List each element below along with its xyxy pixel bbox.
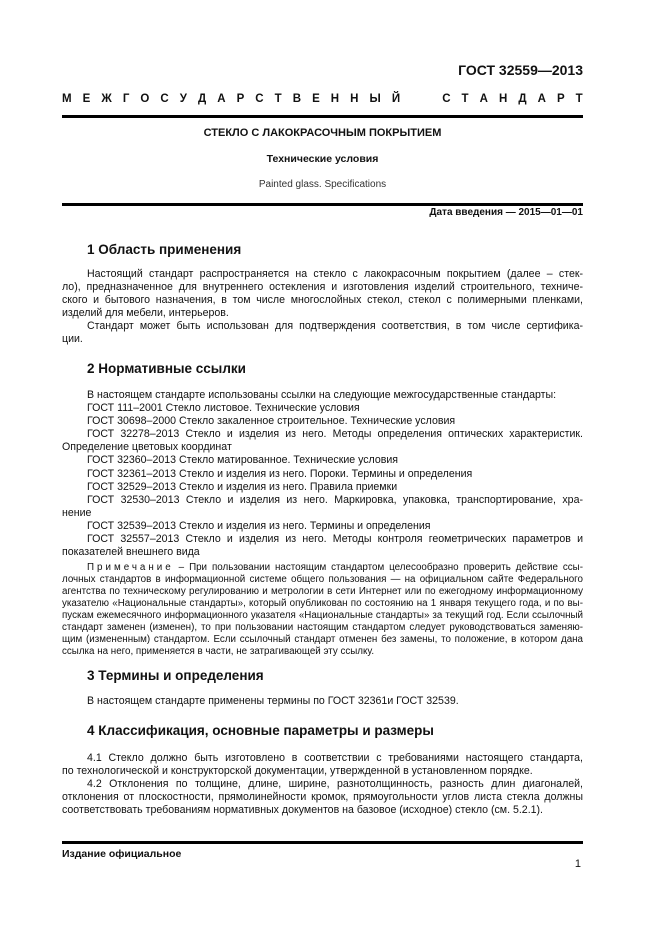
divider-top [62, 115, 583, 118]
text-line [62, 546, 583, 559]
text-line-content: агентства по техническому регулированию и метрологии в сети Интернет или по ежегодному информационному [62, 586, 583, 597]
heading-letter: С [255, 93, 264, 105]
text-line [62, 428, 583, 441]
section-1-heading: 1 Область применения [87, 242, 242, 257]
text-line [62, 320, 583, 333]
section-4-heading: 4 Классификация, основные параметры и размеры [87, 723, 434, 738]
text-line-content: ского и бытового назначения, в том числе многослойных стекол, стекол с полимерными пленками, [62, 294, 583, 307]
heading-letter: Н [498, 93, 508, 105]
text-line-content: изделий для мебели, интерьеров. [62, 307, 229, 320]
heading-letter: О [140, 93, 150, 105]
text-line [62, 333, 583, 346]
text-line [62, 533, 583, 546]
text-line-content: Определение цветовых координат [62, 441, 232, 454]
text-line [62, 765, 583, 778]
heading-letter: Й [391, 93, 401, 105]
text-line [62, 598, 583, 610]
text-line-content: ГОСТ 30698–2000 Стекло закаленное строительное. Технические условия [87, 415, 456, 428]
heading-letter: Т [274, 93, 282, 105]
section-2-body [62, 389, 583, 559]
heading-letter: А [479, 93, 488, 105]
text-line-content: пускам ежемесячного информационного указателя «Национальные стандарты» за текущий год. Если ссылочный [62, 610, 583, 621]
text-line-content: ссылка на него, применяется в части, не затрагивающей эту ссылку. [62, 646, 375, 657]
text-line-content: ло), предназначенное для внутреннего остекления и изготовления изделий строительного, техниче- [62, 281, 583, 294]
heading-letter: Д [197, 93, 207, 105]
heading-letter: Р [556, 93, 565, 105]
text-line [62, 752, 583, 765]
heading-letter: Е [312, 93, 320, 105]
text-line [62, 695, 583, 708]
section-3-heading: 3 Термины и определения [87, 668, 264, 683]
text-line-content: В настоящем стандарте применены термины по ГОСТ 32361и ГОСТ 32539. [87, 695, 459, 707]
document-number: ГОСТ 32559—2013 [458, 62, 583, 78]
heading-letter [411, 93, 431, 105]
text-line [62, 574, 583, 586]
heading-letter: В [292, 93, 302, 105]
text-line-content: ции. [62, 333, 83, 346]
text-line-content: нение [62, 506, 92, 519]
text-line [62, 294, 583, 307]
text-line-content: В настоящем стандарте использованы ссылки на следующие межгосударственные стандарты: [87, 389, 557, 401]
heading-letter: С [442, 93, 451, 105]
effective-date: Дата введения — 2015—01—01 [429, 207, 583, 218]
text-line-content: Стандарт может быть использован для подтверждения соответствия, в том числе сертифика- [87, 320, 583, 333]
text-line [62, 468, 583, 481]
text-line [62, 281, 583, 294]
heading-letter: У [179, 93, 187, 105]
heading-letter: А [537, 93, 546, 105]
text-line-content: 4.2 Отклонения по толщине, длине, ширине, разнотолщинность, разность длин диагоналей, [87, 778, 583, 791]
heading-letter: Ж [101, 93, 112, 105]
text-line [62, 586, 583, 598]
text-line [62, 307, 583, 320]
heading-letter: Н [350, 93, 359, 105]
page-number: 1 [574, 858, 581, 870]
document-subtitle: Технические условия [266, 153, 379, 165]
divider-footer [62, 841, 583, 844]
document-title: СТЕКЛО С ЛАКОКРАСОЧНЫМ ПОКРЫТИЕМ [203, 127, 442, 139]
text-line-content: соответствовать требованиям нормативных документов на базовое (исходное) стекло (см. 5.2.1). [62, 804, 543, 817]
text-line [62, 481, 583, 494]
text-line [62, 494, 583, 507]
text-line-content: Настоящий стандарт распространяется на стекло с лакокрасочным покрытием (далее – стек- [87, 268, 583, 280]
text-line-content: ГОСТ 32539–2013 Стекло и изделия из него. Термины и определения [87, 519, 431, 532]
section-2-note [62, 562, 583, 658]
text-line-content: по технологической и конструкторской документации, утвержденной в установленном порядке. [62, 765, 533, 778]
text-line [62, 610, 583, 622]
text-line [62, 389, 583, 402]
text-line [62, 646, 583, 658]
text-line [62, 507, 583, 520]
text-line [62, 415, 583, 428]
text-line-content: стандарт заменен (изменен), то при пользовании настоящим стандартом следует руководствоваться заменяю- [62, 622, 583, 633]
text-line [62, 622, 583, 634]
heading-letter: С [160, 93, 169, 105]
heading-letter: Е [82, 93, 91, 105]
section-3-body [62, 695, 583, 708]
heading-letter: Т [461, 93, 469, 105]
english-title: Painted glass. Specifications [258, 179, 387, 190]
text-line [62, 791, 583, 804]
text-line-content: ГОСТ 32530–2013 Стекло и изделия из него. Маркировка, упаковка, транспортирование, хра- [87, 493, 583, 506]
text-line-content: ГОСТ 32557–2013 Стекло и изделия из него. Методы контроля геометрических параметров и [87, 533, 583, 546]
edition-label: Издание официальное [62, 848, 182, 860]
text-line-content: лочных стандартов в информационной системе общего пользования — на официальном сайте Федерального [62, 574, 583, 585]
text-line-content: указателю «Национальные стандарты», который опубликован по состоянию на 1 января текущего года, и по вы- [62, 598, 583, 609]
heading-letter: Ы [369, 93, 381, 105]
text-line [62, 778, 583, 791]
text-line-content: отклонения от плоскостности, прямолинейности кромок, прямоугольности углов листа стекла должны [62, 791, 583, 804]
text-line [62, 402, 583, 415]
text-line [62, 520, 583, 533]
text-line [62, 634, 583, 646]
text-line-content: показателей внешнего вида [62, 546, 200, 559]
heading-letter: А [217, 93, 226, 105]
text-line [62, 268, 583, 281]
section-4-body [62, 752, 583, 817]
text-line-content: ГОСТ 32278–2013 Стекло и изделия из него. Методы определения оптических характеристик. [87, 428, 583, 441]
text-line [62, 441, 583, 454]
heading-letter: Н [330, 93, 340, 105]
heading-letter: Т [575, 93, 583, 105]
text-line [62, 454, 583, 467]
text-line-content: ГОСТ 32361–2013 Стекло и изделия из него. Пороки. Термины и определения [87, 467, 473, 480]
text-line-content: 4.1 Стекло должно быть изготовлено в соответствии с требованиями настоящего стандарта, [87, 752, 583, 764]
note-label: Примечание [87, 562, 174, 573]
text-line-content: щим (измененным) стандартом. Если ссылочный стандарт отменен без замены, то положение, в котором дана [62, 634, 583, 645]
text-line [62, 562, 583, 574]
heading-letter: М [62, 93, 72, 105]
text-line-content: ГОСТ 32360–2013 Стекло матированное. Технические условия [87, 454, 399, 467]
divider-header-bottom [62, 203, 583, 206]
heading-letter: Р [236, 93, 245, 105]
section-1-body [62, 268, 583, 347]
text-line-content: ГОСТ 111–2001 Стекло листовое. Технические условия [87, 402, 360, 415]
section-2-heading: 2 Нормативные ссылки [87, 361, 246, 376]
text-line-content: ГОСТ 32529–2013 Стекло и изделия из него. Правила приемки [87, 480, 398, 493]
text-line [62, 804, 583, 817]
heading-letter: Г [122, 93, 130, 105]
text-line-content: – При пользовании настоящим стандартом целесообразно проверить действие ссы- [178, 562, 583, 573]
standard-type-heading [62, 93, 583, 105]
heading-letter: Д [518, 93, 527, 105]
